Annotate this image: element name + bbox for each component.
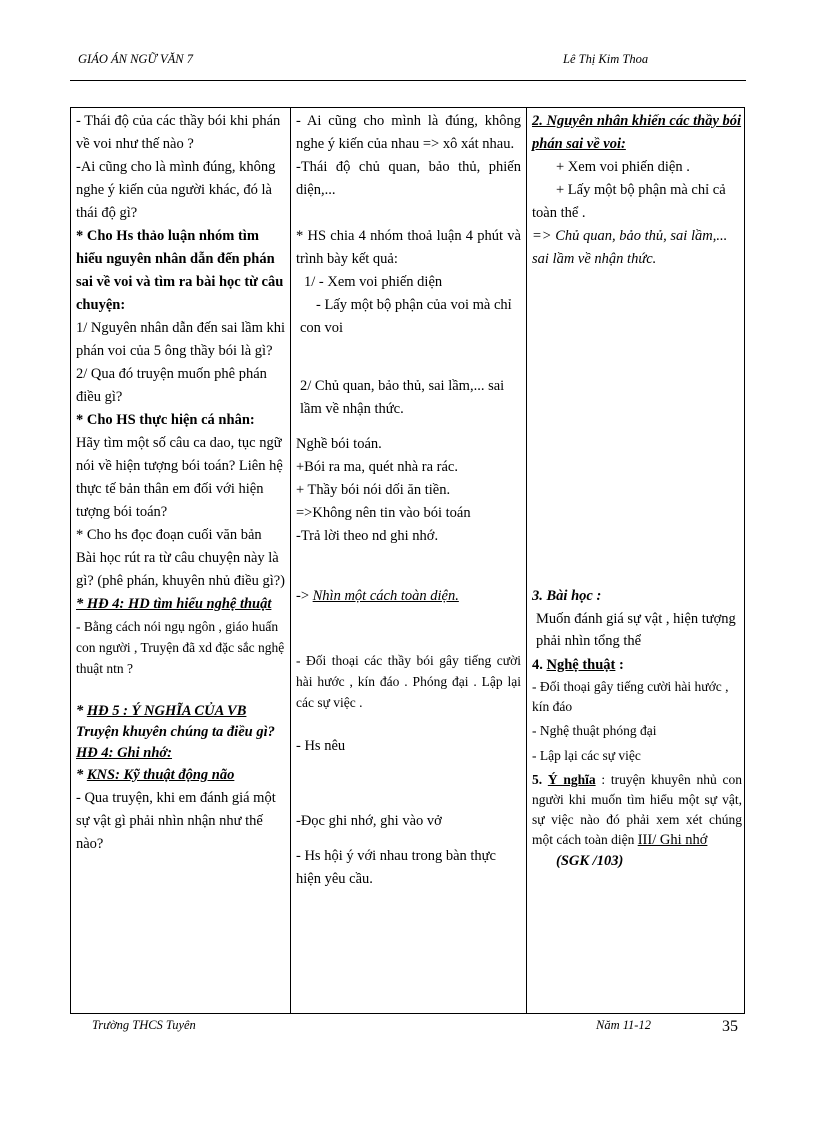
activity-4-notes-heading: HĐ 4: Ghi nhớ: xyxy=(76,745,173,761)
folk-2: +Bói ra ma, quét nhà ra rác. xyxy=(296,459,458,475)
lesson-text: Muốn đánh giá sự vật , hiện tượng phải nhìn tổng thể xyxy=(536,611,736,649)
header-rule xyxy=(70,80,746,81)
teacher-activities-column xyxy=(76,110,288,856)
folk-4: =>Không nên tin vào bói toán xyxy=(296,505,471,521)
footer-year: Năm 11-12 xyxy=(596,1018,651,1032)
page-number: 35 xyxy=(722,1018,738,1035)
art-2: - Nghệ thuật phóng đại xyxy=(532,723,657,738)
question-attitude: - Thái độ của các thầy bói khi phán về voi như thế nào ? xyxy=(76,113,281,152)
question-meaning: Truyện khuyên chúng ta điều gì? xyxy=(76,724,275,740)
question-1: 1/ Nguyên nhân dẫn đến sai lầm khi phán voi của 5 ông thầy bói là gì? xyxy=(76,320,285,359)
answer-meaning: - Hs nêu xyxy=(296,738,346,754)
question-folk-sayings: Hãy tìm một số câu ca dao, tục ngữ nói về hiện tượng bói toán? Liên hệ thực tế bản thân em đối với hiện tượng bói toán? xyxy=(76,435,283,520)
read-ending-task: * Cho hs đọc đoạn cuối văn bản xyxy=(76,527,262,543)
answer-group: * HS chia 4 nhóm thoả luận 4 phút và trình bày kết quả: xyxy=(296,228,521,267)
cause-1: + Xem voi phiến diện . xyxy=(556,159,690,175)
question-art: - Bằng cách nói ngụ ngôn , giáo huấn con người , Truyện đã xd đặc sắc nghệ thuật ntn ? xyxy=(76,619,285,676)
question-view: - Qua truyện, khi em đánh giá một sự vật gì phải nhìn nhận như thế nào? xyxy=(76,790,276,852)
folk-3: + Thầy bói nói dối ăn tiền. xyxy=(296,482,451,498)
answer-art: - Đối thoại các thầy bói gây tiếng cười hài hước , kín đáo . Phóng đại . Lập lại các sự việc . xyxy=(296,653,521,710)
art-heading: 4. Nghệ thuật : xyxy=(532,657,624,673)
answer-2: 2/ Chủ quan, bảo thủ, sai lầm,... sai lầm về nhận thức. xyxy=(300,378,505,417)
art-1: - Đối thoại gây tiếng cười hài hước , kín đáo xyxy=(532,679,729,714)
header-subject: GIÁO ÁN NGỮ VĂN 7 xyxy=(78,52,193,66)
answer-view: - Hs hội ý với nhau trong bàn thực hiện yêu cầu. xyxy=(296,848,496,887)
meaning-text: 5. Ý nghĩa : truyện khuyên nhủ con người khi muốn tìm hiểu một sự vật, sự việc nào đó phải xem xét chúng một cách toàn diện III/ Ghi nhớ xyxy=(532,772,742,848)
answer-1-line-2: - Lấy một bộ phận của voi mà chỉ con voi xyxy=(300,297,512,336)
group-discussion-task: * Cho Hs thảo luận nhóm tìm hiểu nguyên nhân dẫn đến phán sai về voi và tìm ra bài học từ câu chuyện: xyxy=(76,228,284,313)
kns-heading: * KNS: Kỹ thuật động não xyxy=(76,767,235,783)
activity-5-heading: * HĐ 5 : Ý NGHĨA CỦA VB xyxy=(76,703,247,719)
folk-1: Nghề bói toán. xyxy=(296,436,382,452)
answer-attitude: - Ai cũng cho mình là đúng, không nghe ý kiến của nhau => xô xát nhau. xyxy=(296,113,521,152)
student-activities-column xyxy=(296,110,521,891)
cause-heading: 2. Nguyên nhân khiến các thầy bói phán sai về voi: xyxy=(532,113,742,152)
answer-1-line-1: 1/ - Xem voi phiến diện xyxy=(304,274,443,290)
question-attitude-2: -Ai cũng cho là mình đúng, không nghe ý kiến của người khác, đó là thái độ gì? xyxy=(76,159,276,221)
notes-reference: (SGK /103) xyxy=(556,853,624,869)
cause-2: + Lấy một bộ phận mà chỉ cả toàn thể . xyxy=(532,182,726,221)
individual-task: * Cho HS thực hiện cá nhân: xyxy=(76,412,255,428)
column-divider-1 xyxy=(290,107,291,1014)
column-divider-2 xyxy=(526,107,527,1014)
footer-school: Trường THCS Tuyên xyxy=(92,1018,196,1032)
answer-attitude-2: -Thái độ chủ quan, bảo thủ, phiến diện,... xyxy=(296,159,521,198)
answer-lesson: -> Nhìn một cách toàn diện. xyxy=(296,588,459,604)
answer-note: -Trả lời theo nd ghi nhớ. xyxy=(296,528,439,544)
question-2: 2/ Qua đó truyện muốn phê phán điều gì? xyxy=(76,366,267,405)
lesson-content-column xyxy=(532,110,742,873)
header-author: Lê Thị Kim Thoa xyxy=(563,52,649,66)
activity-4-art-heading: * HĐ 4: HD tìm hiểu nghệ thuật xyxy=(76,596,272,612)
cause-conclusion: => Chủ quan, bảo thủ, sai lầm,... sai lầm về nhận thức. xyxy=(532,228,728,267)
lesson-heading: 3. Bài học : xyxy=(532,588,602,604)
art-3: - Lập lại các sự việc xyxy=(532,748,641,763)
question-lesson: Bài học rút ra từ câu chuyện này là gì? (phê phán, khuyên nhủ điều gì?) xyxy=(76,550,285,589)
answer-note-read: -Đọc ghi nhớ, ghi vào vở xyxy=(296,813,442,829)
